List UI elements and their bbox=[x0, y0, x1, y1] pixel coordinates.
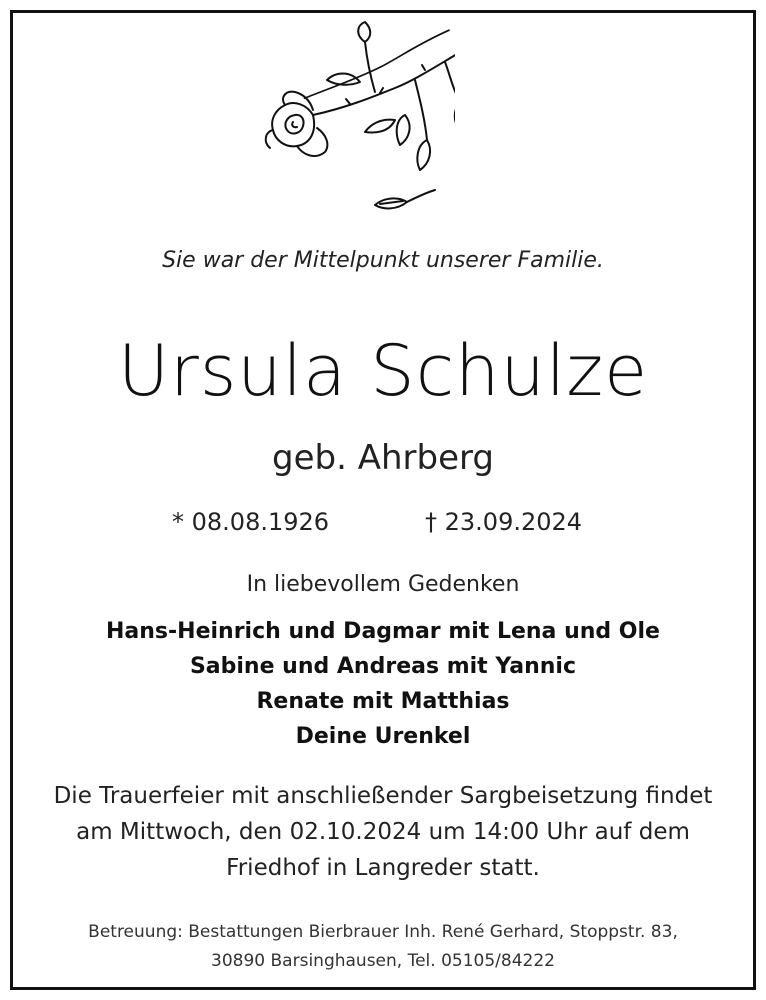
funeral-home-info bbox=[30, 918, 736, 976]
deceased-name: Ursula Schulze bbox=[117, 330, 649, 412]
ceremony-info bbox=[30, 778, 736, 886]
rose-branch-icon bbox=[255, 20, 455, 220]
death-date: † 23.09.2024 bbox=[425, 508, 583, 536]
mourners-list bbox=[0, 614, 766, 754]
motto-text: Sie war der Mittelpunkt unserer Familie. bbox=[162, 248, 604, 273]
mourner-line: Renate mit Matthias bbox=[256, 689, 510, 714]
birth-date: * 08.08.1926 bbox=[172, 508, 330, 536]
ceremony-line: am Mittwoch, den 02.10.2024 um 14:00 Uhr auf dem bbox=[76, 819, 690, 845]
mourner-line: Deine Urenkel bbox=[295, 724, 471, 749]
mourner-line: Sabine und Andreas mit Yannic bbox=[189, 654, 577, 679]
ceremony-line: Friedhof in Langreder statt. bbox=[226, 855, 540, 881]
footer-line: Betreuung: Bestattungen Bierbrauer Inh. René Gerhard, Stoppstr. 83, bbox=[88, 922, 678, 942]
footer-line: 30890 Barsinghausen, Tel. 05105/84222 bbox=[211, 951, 555, 971]
ceremony-line: Die Trauerfeier mit anschließender Sargbeisetzung findet bbox=[53, 783, 713, 809]
mourner-line: Hans-Heinrich und Dagmar mit Lena und Ole bbox=[106, 619, 660, 644]
memory-line: In liebevollem Gedenken bbox=[246, 572, 520, 597]
maiden-name: geb. Ahrberg bbox=[272, 438, 494, 478]
